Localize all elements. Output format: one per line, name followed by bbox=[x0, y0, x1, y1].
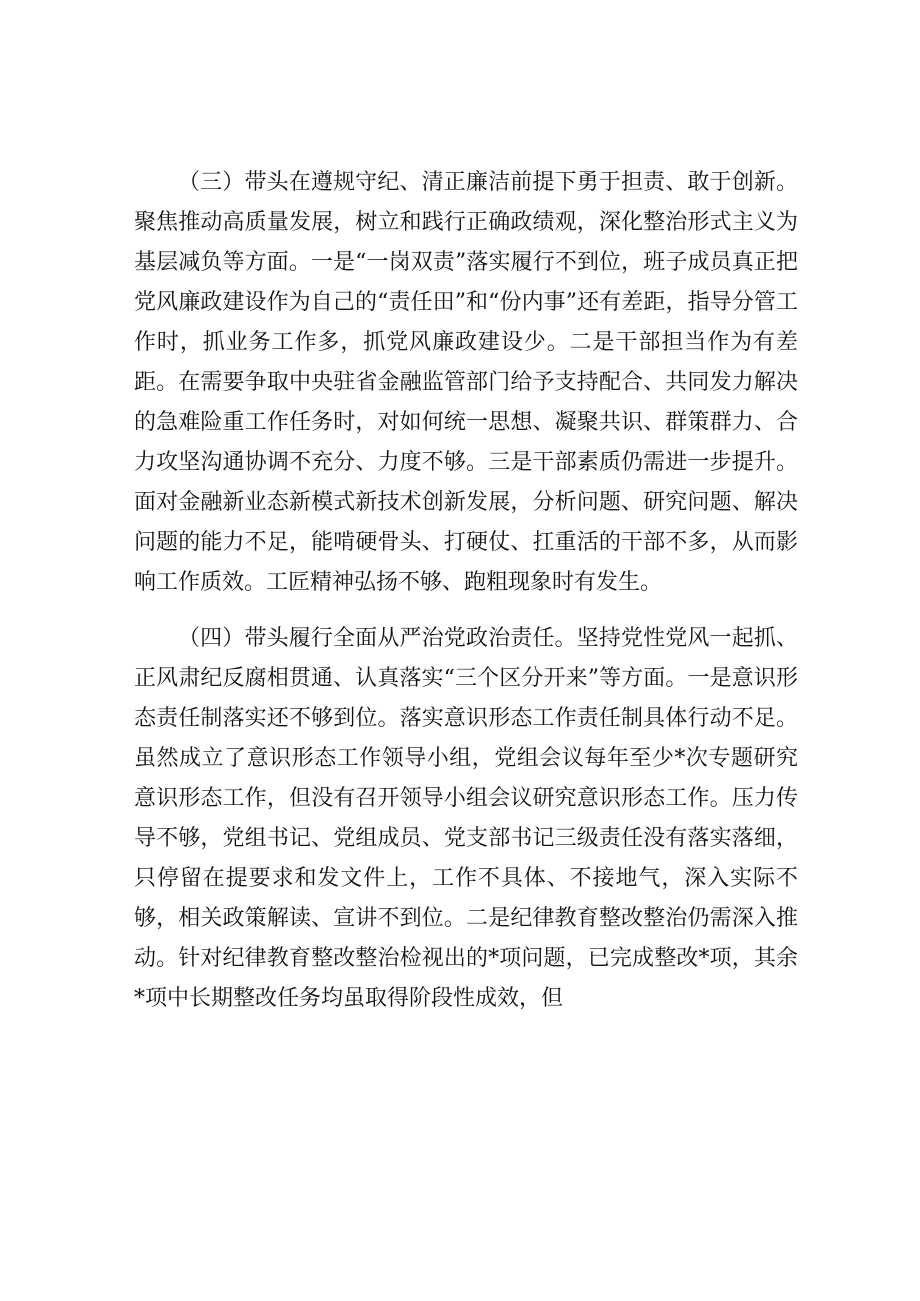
document-body bbox=[134, 163, 798, 1019]
paragraph-section-4: （四）带头履行全面从严治党政治责任。坚持党性党风一起抓、正风肃纪反腐相贯通、认真落实“三个区分开来”等方面。一是意识形态责任制落实还不够到位。落实意识形态工作责任制具体行动不足。虽然成立了意识形态工作领导小组，党组会议每年至少*次专题研究意识形态工作，但没有召开领导小组会议研究意识形态工作。压力传导不够，党组书记、党组成员、党支部书记三级责任没有落实落细，只停留在提要求和发文件上，工作不具体、不接地气，深入实际不够，相关政策解读、宣讲不到位。二是纪律教育整改整治仍需深入推动。针对纪律教育整改整治检视出的*项问题，已完成整改*项，其余*项中长期整改任务均虽取得阶段性成效，但 bbox=[134, 626, 798, 1011]
paragraph-section-3: （三）带头在遵规守纪、清正廉洁前提下勇于担责、敢于创新。聚焦推动高质量发展，树立和践行正确政绩观，深化整治形式主义为基层减负等方面。一是“一岗双责”落实履行不到位，班子成员真正把党风廉政建设作为自己的“责任田”和“份内事”还有差距，指导分管工作时，抓业务工作多，抓党风廉政建设少。二是干部担当作为有差距。在需要争取中央驻省金融监管部门给予支持配合、共同发力解决的急难险重工作任务时，对如何统一思想、凝聚共识、群策群力、合力攻坚沟通协调不充分、力度不够。三是干部素质仍需进一步提升。面对金融新业态新模式新技术创新发展，分析问题、研究问题、解决问题的能力不足，能啃硬骨头、打硬仗、扛重活的干部不多，从而影响工作质效。工匠精神弘扬不够、跑粗现象时有发生。 bbox=[134, 170, 798, 595]
